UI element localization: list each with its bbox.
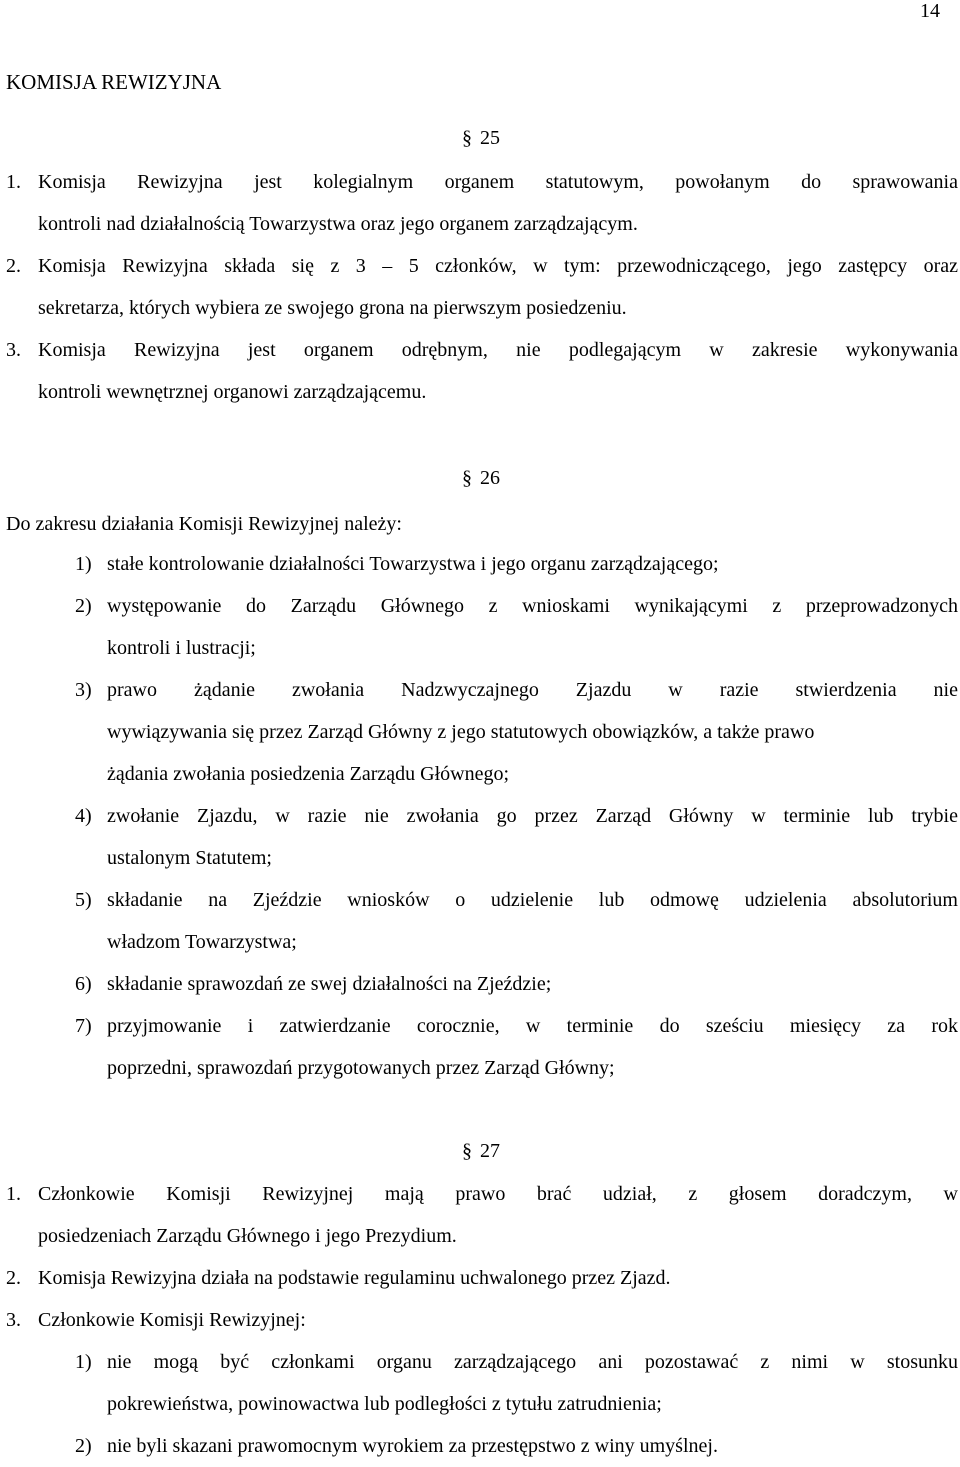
paragraph-3 bbox=[6, 1299, 958, 1341]
list-item-line: wywiązywania się przez Zarząd Główny z jego statutowych obowiązków, a także prawo bbox=[107, 721, 815, 743]
list-item-1 bbox=[75, 543, 958, 585]
paragraph-line: kontroli wewnętrznej organowi zarządzającemu. bbox=[38, 381, 427, 403]
list-item-line: składanie sprawozdań ze swej działalności na Zjeździe; bbox=[107, 973, 552, 995]
section-26-intro: Do zakresu działania Komisji Rewizyjnej należy: bbox=[6, 513, 402, 535]
list-item-1 bbox=[75, 1341, 958, 1383]
paragraph-number: 2. bbox=[6, 255, 21, 277]
section-number: 25 bbox=[480, 127, 500, 149]
list-item-number: 5) bbox=[75, 889, 92, 911]
list-item-7 bbox=[75, 1005, 958, 1047]
section-27-list bbox=[75, 1341, 958, 1467]
paragraph-number: 1. bbox=[6, 1183, 21, 1205]
paragraph-line: Komisja Rewizyjna jest kolegialnym organem statutowym, powołanym do sprawowania bbox=[38, 171, 958, 193]
list-item-line: stałe kontrolowanie działalności Towarzystwa i jego organu zarządzającego; bbox=[107, 553, 719, 575]
list-item-line: zwołanie Zjazdu, w razie nie zwołania go przez Zarząd Główny w terminie lub trybie bbox=[107, 805, 958, 827]
section-number: 26 bbox=[480, 467, 500, 489]
list-item-3 bbox=[75, 669, 958, 711]
list-item-number: 7) bbox=[75, 1015, 92, 1037]
list-item-number: 1) bbox=[75, 1351, 92, 1373]
list-item-number: 2) bbox=[75, 595, 92, 617]
list-item-line: władzom Towarzystwa; bbox=[107, 931, 297, 953]
list-item-number: 4) bbox=[75, 805, 92, 827]
section-heading-26 bbox=[462, 468, 500, 488]
paragraph-number: 2. bbox=[6, 1267, 21, 1289]
list-item-line: ustalonym Statutem; bbox=[107, 847, 272, 869]
section-26-list bbox=[75, 543, 958, 1089]
list-item-line: kontroli i lustracji; bbox=[107, 637, 256, 659]
list-item-5 bbox=[75, 879, 958, 921]
chapter-title: KOMISJA REWIZYJNA bbox=[6, 70, 222, 94]
list-item-line: pokrewieństwa, powinowactwa lub podległości z tytułu zatrudnienia; bbox=[107, 1393, 662, 1415]
section-symbol: § bbox=[462, 127, 472, 149]
section-heading-25 bbox=[462, 128, 500, 148]
section-symbol: § bbox=[462, 467, 472, 489]
section-heading-27 bbox=[462, 1141, 500, 1161]
paragraph-line: posiedzeniach Zarządu Głównego i jego Prezydium. bbox=[38, 1225, 457, 1247]
paragraph-number: 1. bbox=[6, 171, 21, 193]
list-item-line: nie byli skazani prawomocnym wyrokiem za przestępstwo z winy umyślnej. bbox=[107, 1435, 718, 1457]
paragraph-line: Członkowie Komisji Rewizyjnej: bbox=[38, 1309, 306, 1331]
paragraph-1 bbox=[6, 161, 958, 203]
list-item-line: nie mogą być członkami organu zarządzającego ani pozostawać z nimi w stosunku bbox=[107, 1351, 958, 1373]
page-number: 14 bbox=[920, 0, 940, 22]
list-item-line: składanie na Zjeździe wniosków o udzielenie lub odmowę udzielenia absolutorium bbox=[107, 889, 958, 911]
list-item-number: 2) bbox=[75, 1435, 92, 1457]
list-item-line: prawo żądanie zwołania Nadzwyczajnego Zjazdu w razie stwierdzenia nie bbox=[107, 679, 958, 701]
section-27-paragraphs bbox=[6, 1173, 958, 1341]
paragraph-number: 3. bbox=[6, 339, 21, 361]
paragraph-3 bbox=[6, 329, 958, 371]
list-item-6 bbox=[75, 963, 958, 1005]
paragraph-line: kontroli nad działalnością Towarzystwa oraz jego organem zarządzającym. bbox=[38, 213, 638, 235]
list-item-line: żądania zwołania posiedzenia Zarządu Głównego; bbox=[107, 763, 510, 785]
section-number: 27 bbox=[480, 1140, 500, 1162]
list-item-2 bbox=[75, 585, 958, 627]
list-item-2 bbox=[75, 1425, 958, 1467]
paragraph-2 bbox=[6, 245, 958, 287]
paragraph-line: Komisja Rewizyjna składa się z 3 – 5 członków, w tym: przewodniczącego, jego zastępcy oraz bbox=[38, 255, 958, 277]
list-item-number: 3) bbox=[75, 679, 92, 701]
section-symbol: § bbox=[462, 1140, 472, 1162]
paragraph-1 bbox=[6, 1173, 958, 1215]
list-item-line: występowanie do Zarządu Głównego z wnioskami wynikającymi z przeprowadzonych bbox=[107, 595, 958, 617]
paragraph-line: Komisja Rewizyjna działa na podstawie regulaminu uchwalonego przez Zjazd. bbox=[38, 1267, 671, 1289]
list-item-number: 1) bbox=[75, 553, 92, 575]
paragraph-2 bbox=[6, 1257, 958, 1299]
list-item-number: 6) bbox=[75, 973, 92, 995]
list-item-line: poprzedni, sprawozdań przygotowanych przez Zarząd Główny; bbox=[107, 1057, 615, 1079]
list-item-4 bbox=[75, 795, 958, 837]
paragraph-line: Członkowie Komisji Rewizyjnej mają prawo brać udział, z głosem doradczym, w bbox=[38, 1183, 958, 1205]
list-item-line: przyjmowanie i zatwierdzanie corocznie, w terminie do sześciu miesięcy za rok bbox=[107, 1015, 958, 1037]
section-25-paragraphs bbox=[6, 161, 958, 413]
paragraph-line: Komisja Rewizyjna jest organem odrębnym, nie podlegającym w zakresie wykonywania bbox=[38, 339, 958, 361]
paragraph-line: sekretarza, których wybiera ze swojego grona na pierwszym posiedzeniu. bbox=[38, 297, 627, 319]
paragraph-number: 3. bbox=[6, 1309, 21, 1331]
